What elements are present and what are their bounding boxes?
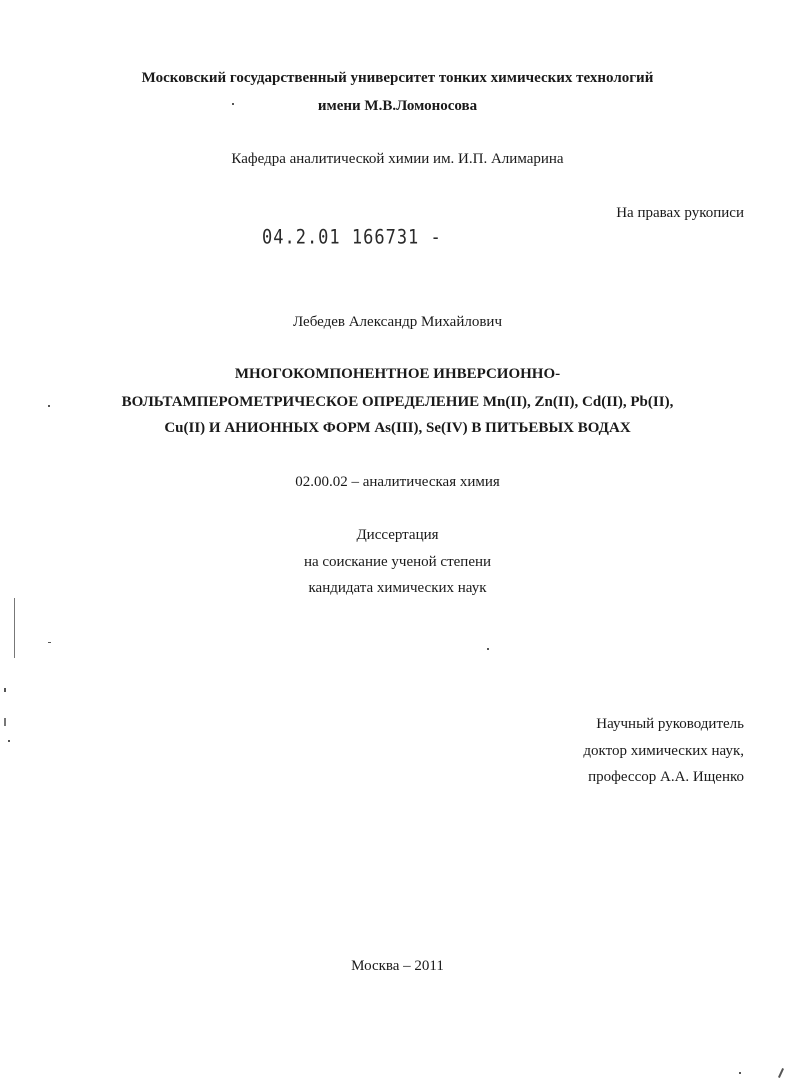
supervisor-line2: доктор химических наук, [583, 743, 744, 759]
scan-speck [4, 688, 6, 692]
dissertation-title-line3: Cu(II) И АНИОННЫХ ФОРМ As(III), Se(IV) В ПИТЬЕВЫХ ВОДАХ [164, 420, 631, 436]
supervisor-line3: профессор А.А. Ищенко [588, 769, 744, 785]
degree-line3: кандидата химических наук [308, 580, 487, 596]
scan-speck [48, 642, 51, 643]
supervisor-line1: Научный руководитель [596, 716, 744, 732]
city-year: Москва – 2011 [351, 958, 444, 974]
degree-line2: на соискание ученой степени [303, 554, 492, 570]
degree-line1: Диссертация [356, 527, 439, 543]
department-name: Кафедра аналитической химии им. И.П. Алимарина [231, 151, 564, 167]
scan-speck [8, 740, 10, 742]
manuscript-note: На правах рукописи [616, 205, 744, 221]
scan-margin-mark [14, 598, 15, 658]
university-name-line1: Московский государственный университет тонких химических технологий [141, 70, 654, 86]
scan-speck [232, 103, 234, 105]
scan-speck [739, 1072, 741, 1074]
scan-speck [778, 1068, 784, 1078]
dissertation-title-line1: МНОГОКОМПОНЕНТНОЕ ИНВЕРСИОННО- [234, 366, 561, 382]
university-name-line2: имени М.В.Ломоносова [317, 98, 478, 114]
dissertation-title-line2: ВОЛЬТАМПЕРОМЕТРИЧЕСКОЕ ОПРЕДЕЛЕНИЕ Mn(II), Zn(II), Cd(II), Pb(II), [121, 394, 674, 410]
scan-speck [487, 648, 489, 650]
specialty-code: 02.00.02 – аналитическая химия [295, 474, 500, 490]
registration-stamp: 04.2.01 166731 - [262, 226, 442, 249]
scan-speck [4, 718, 6, 726]
scan-speck [48, 405, 50, 407]
author-name: Лебедев Александр Михайлович [292, 314, 503, 330]
